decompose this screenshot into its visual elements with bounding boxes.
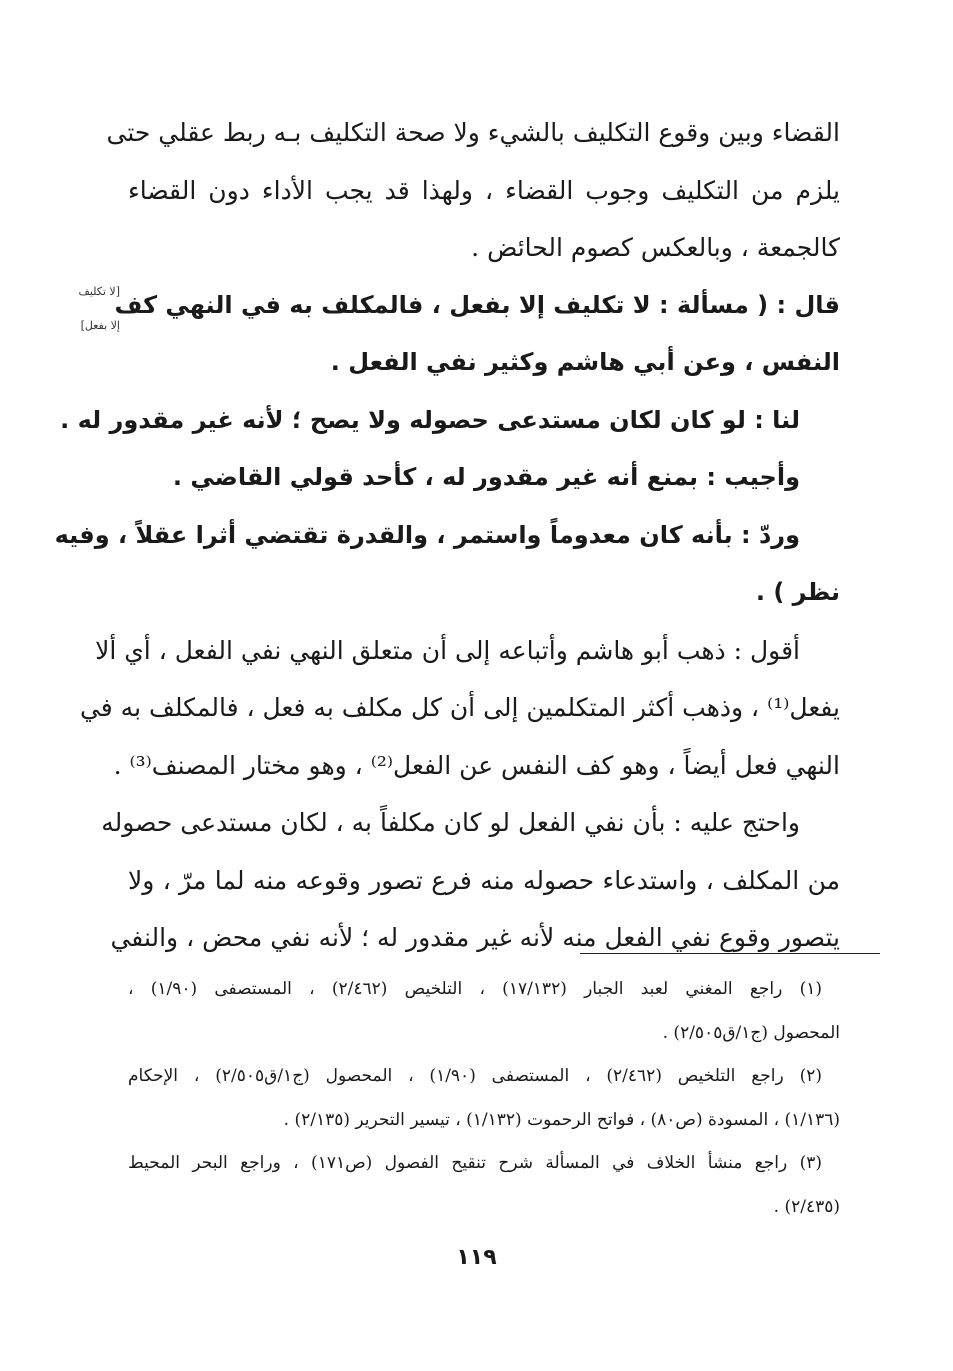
matn-line: النفس ، وعن أبي هاشم وكثير نفي الفعل . — [330, 348, 840, 376]
margin-note-line: إلا بفعل] — [80, 319, 120, 332]
text-line: يتصور وقوع نفي الفعل منه لأنه غير مقدور له ؛ لأنه نفي محض ، والنفي — [110, 923, 840, 952]
main-text — [54, 104, 840, 967]
text-line: النهي فعل أيضاً ، وهو كف النفس عن الفعل⁽²⁾ ، وهو مختار المصنف⁽³⁾ . — [113, 750, 840, 780]
text-line: واحتج عليه : بأن نفي الفعل لو كان مكلفاً به ، لكان مستدعى حصوله — [101, 808, 800, 837]
matn-line: وأجيب : بمنع أنه غير مقدور له ، كأحد قولي القاضي . — [172, 463, 800, 491]
matn-line: وردّ : بأنه كان معدوماً واستمر ، والقدرة تقتضي أثرا عقلاً ، وفيه — [54, 520, 800, 549]
text-line: كالجمعة ، وبالعكس كصوم الحائض . — [471, 233, 840, 262]
matn-line: لنا : لو كان لكان مستدعى حصوله ولا يصح ؛ لأنه غير مقدور له . — [60, 405, 800, 434]
footnotes — [128, 968, 840, 1229]
text-line: من المكلف ، واستدعاء حصوله منه فرع تصور وقوعه منه لما مرّ ، ولا — [128, 865, 840, 895]
text-line: أقول : ذهب أبو هاشم وأتباعه إلى أن متعلق النهي نفي الفعل ، أي ألا — [95, 635, 800, 665]
matn-line: نظر ) . — [755, 578, 840, 606]
footnote-separator — [580, 953, 880, 954]
footnote-line: (١/١٣٦) ، المسودة (ص٨٠) ، فواتح الرحموت (١/١٣٢) ، تيسير التحرير (٢/١٣٥) . — [283, 1109, 840, 1130]
footnote-line: (٣) راجع منشأ الخلاف في المسألة شرح تنقيح الفصول (ص١٧١) ، وراجع البحر المحيط — [128, 1153, 822, 1173]
footnote-line: (٢) راجع التلخيص (٢/٤٦٢) ، المستصفى (١/٩٠) ، المحصول (ج١/ق٢/٥٠٥) ، الإحكام — [128, 1066, 822, 1086]
margin-note-line: [لا تكليف — [78, 285, 120, 298]
footnote-line: (٢/٤٣٥) . — [773, 1196, 840, 1217]
matn-line: قال : ( مسألة : لا تكليف إلا بفعل ، فالمكلف به في النهي كف — [114, 290, 840, 319]
footnote-line: (١) راجع المغني لعبد الجبار (١٧/١٣٢) ، التلخيص (٢/٤٦٢) ، المستصفى (١/٩٠) ، — [128, 979, 822, 999]
text-line: القضاء وبين وقوع التكليف بالشيء ولا صحة التكليف بـه ربط عقلي حتى — [106, 118, 840, 147]
text-line: يفعل⁽¹⁾ ، وذهب أكثر المتكلمين إلى أن كل مكلف به فعل ، فالمكلف به في — [79, 693, 840, 722]
footnote-line: المحصول (ج١/ق٢/٥٠٥) . — [662, 1022, 840, 1043]
page-number: ١١٩ — [456, 1245, 497, 1270]
margin-note — [56, 275, 120, 343]
text-line: يلزم من التكليف وجوب القضاء ، ولهذا قد يجب الأداء دون القضاء — [128, 175, 840, 205]
